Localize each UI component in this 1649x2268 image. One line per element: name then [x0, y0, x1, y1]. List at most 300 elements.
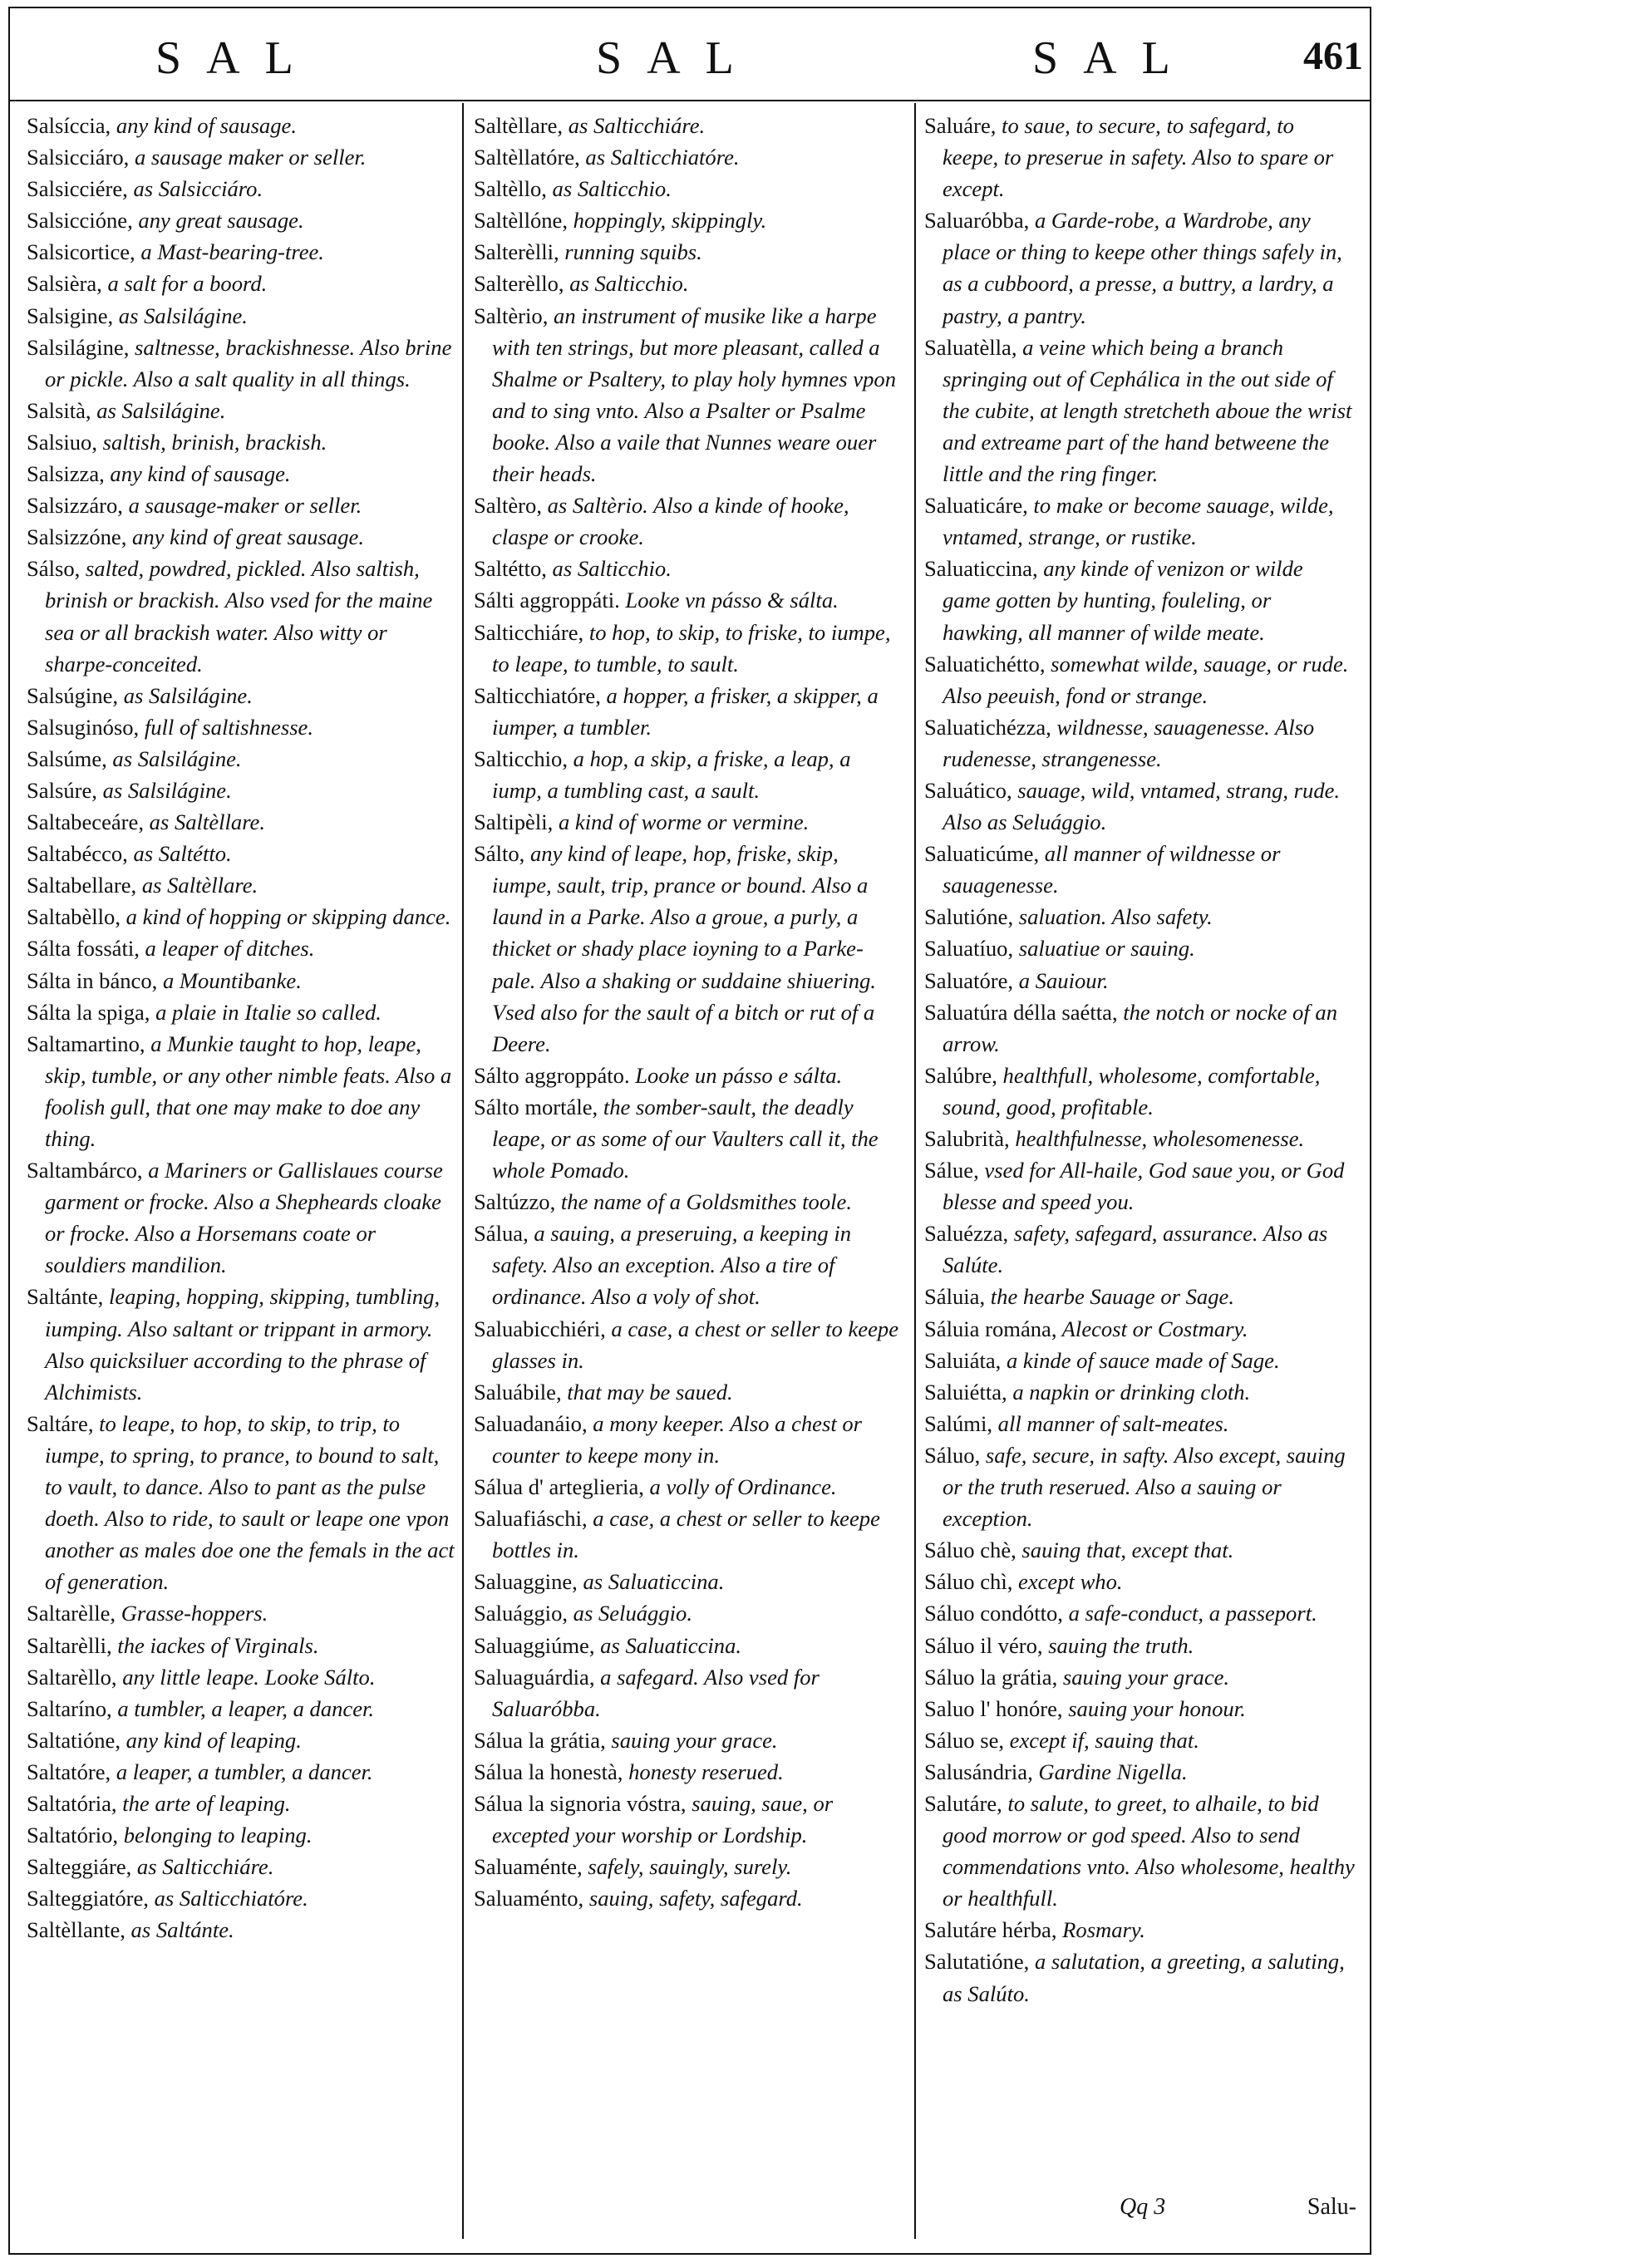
dictionary-entry [474, 268, 899, 299]
entry-headword: Saltèllare, [474, 113, 564, 138]
entry-definition: the arte of leaping. [116, 1790, 291, 1816]
entry-definition: any kinde of venizon or wilde game gotten by hunting, fouleling, or hawking, all manner of wilde meate. [943, 556, 1303, 645]
entry-definition: as Salsicciáro. [127, 176, 263, 202]
entry-headword: Saluaggiúme, [474, 1632, 595, 1658]
entry-headword: Sáluia romána, [924, 1316, 1057, 1341]
entry-definition: Looke un pásso e sálta. [629, 1062, 843, 1088]
entry-definition: as Saltétto. [127, 841, 232, 867]
dictionary-entry [924, 1630, 1355, 1661]
dictionary-entry [924, 1345, 1355, 1376]
dictionary-entry [474, 1376, 899, 1408]
dictionary-entry [27, 1756, 455, 1788]
entry-definition: saltish, brinish, brackish. [96, 429, 327, 455]
entry-definition: vsed for All-haile, God saue you, or God blesse and speed you. [943, 1158, 1345, 1215]
entry-definition: leaping, hopping, skipping, tumbling, iumping. Also saltant or trippant in armory. Also quicksiluer according to the phrase of Alchimists. [45, 1284, 441, 1405]
entry-definition: as Saltèllare. [136, 873, 258, 898]
entry-definition: except who. [1012, 1569, 1123, 1595]
signature-mark: Qq 3 [1120, 2194, 1166, 2220]
entry-definition: any kind of sausage. [111, 113, 297, 138]
entry-headword: Saltabellare, [27, 873, 137, 898]
entry-definition: to hop, to skip, to friske, to iumpe, to leape, to tumble, to sault. [492, 619, 891, 676]
dictionary-entry [924, 1724, 1355, 1756]
entry-headword: Salticchiatóre, [474, 682, 601, 708]
entry-definition: as Salticchiatóre. [579, 145, 740, 170]
entry-headword: Saltabèllo, [27, 904, 121, 930]
dictionary-entry [27, 490, 455, 521]
entry-definition: a leaper, a tumbler, a dancer. [111, 1759, 373, 1784]
dictionary-entry [474, 680, 899, 743]
entry-definition: Grasse-hoppers. [116, 1601, 268, 1626]
entry-headword: Sáluo la grátia, [924, 1664, 1058, 1690]
dictionary-entry [924, 1123, 1355, 1154]
dictionary-entry [924, 204, 1355, 331]
header-left: SAL [155, 32, 318, 84]
entry-headword: Salsiuo, [27, 429, 97, 455]
dictionary-entry [474, 838, 899, 1060]
dictionary-entry [474, 1408, 899, 1471]
entry-definition: a case, a chest or seller to keepe bottles in. [492, 1506, 880, 1563]
entry-definition: belonging to leaping. [118, 1823, 313, 1848]
entry-definition: sauage, wild, vntamed, strang, rude. Also as Seluággio. [943, 777, 1341, 835]
entry-headword: Saluabicchiéri, [474, 1316, 606, 1341]
dictionary-entry [27, 110, 455, 141]
header-center: SAL [596, 32, 759, 84]
entry-headword: Saluatíuo, [924, 936, 1014, 962]
page-footer [924, 2194, 1356, 2227]
dictionary-entry [474, 1186, 899, 1218]
dictionary-entry [27, 869, 455, 901]
dictionary-entry [27, 743, 455, 775]
dictionary-entry [27, 1028, 455, 1154]
entry-definition: any little leape. Looke Sálto. [116, 1664, 376, 1690]
entry-headword: Salsúre, [27, 777, 97, 803]
dictionary-entry [474, 553, 899, 584]
entry-definition: the hearbe Sauage or Sage. [985, 1284, 1234, 1310]
entry-definition: a kind of hopping or skipping dance. [121, 904, 451, 930]
entry-definition: a Sauiour. [1013, 967, 1109, 993]
entry-headword: Salutáre, [924, 1790, 1002, 1816]
dictionary-entry [27, 1281, 455, 1407]
entry-definition: as Salsilágine. [96, 777, 232, 803]
entry-definition: somewhat wilde, sauage, or rude. Also peeuish, fond or strange. [943, 651, 1349, 708]
dictionary-entry [474, 300, 899, 490]
entry-definition: a case, a chest or seller to keepe glasses in. [492, 1316, 899, 1373]
entry-definition: any kind of great sausage. [126, 524, 364, 550]
dictionary-entry [474, 1882, 899, 1914]
entry-definition: a hopper, a frisker, a skipper, a iumper, a tumbler. [492, 682, 879, 740]
entry-definition: a kinde of sauce made of Sage. [1001, 1347, 1280, 1373]
entry-headword: Saltèro, [474, 493, 542, 519]
dictionary-entry [474, 806, 899, 838]
entry-headword: Sáluo chì, [924, 1569, 1013, 1595]
entry-headword: Saltaríno, [27, 1695, 112, 1721]
entry-definition: any kind of sausage. [104, 461, 291, 487]
entry-headword: Sálta fossáti, [27, 936, 140, 962]
entry-headword: Sálua la honestà, [474, 1759, 623, 1784]
dictionary-entry [27, 1851, 455, 1882]
entry-headword: Salutáre hérba, [924, 1917, 1057, 1943]
entry-headword: Saluatichétto, [924, 651, 1046, 676]
entry-definition: Looke vn pásso & sálta. [619, 588, 839, 613]
entry-headword: Saluiétta, [924, 1379, 1007, 1405]
entry-headword: Salsiccióne, [27, 208, 133, 234]
entry-definition: a sausage maker or seller. [129, 145, 367, 170]
entry-headword: Saluággio, [474, 1601, 569, 1626]
entry-headword: Saltétto, [474, 556, 547, 582]
dictionary-entry [27, 173, 455, 204]
entry-definition: sauing that, except that. [1016, 1537, 1234, 1563]
entry-headword: Saltatório, [27, 1823, 119, 1848]
dictionary-entry [474, 1788, 899, 1851]
entry-definition: a salt for a boord. [101, 271, 268, 297]
entry-definition: a Mountibanke. [157, 967, 302, 993]
entry-definition: as Salticchiáre. [563, 113, 706, 138]
entry-definition: any kind of leape, hop, friske, skip, iumpe, sault, trip, prance or bound. Also a laund in a Parke. Also a groue, a purly, a thicket or shady place ioyning to a Parke-pale. Also a shaking or suddaine shiuering. Vsed also for the sault of a bitch or rut of a Deere. [492, 841, 876, 1056]
entry-headword: Sálua d' arteglieria, [474, 1474, 644, 1500]
entry-headword: Saluaróbba, [924, 208, 1030, 234]
dictionary-entry [474, 110, 899, 141]
entry-headword: Saluo l' honóre, [924, 1695, 1063, 1721]
entry-definition: an instrument of musike like a harpe with ten strings, but more pleasant, called a Shalme or Psaltery, to play holy hymnes vpon and to sing vnto. Also a Psalter or Psalme booke. Also a vaile that Nunnes weare ouer their heads. [492, 303, 896, 487]
entry-headword: Saluábile, [474, 1379, 562, 1405]
dictionary-entry [27, 426, 455, 458]
dictionary-entry [924, 1281, 1355, 1312]
dictionary-entry [474, 1218, 899, 1312]
entry-headword: Salsilágine, [27, 334, 130, 360]
entry-headword: Saltatória, [27, 1790, 117, 1816]
entry-headword: Saluaggine, [474, 1569, 578, 1595]
entry-definition: as Saltèrio. Also a kinde of hooke, claspe or crooke. [492, 493, 849, 550]
entry-definition: a sauing, a preseruing, a keeping in safety. Also an exception. Also a tire of ordinance. Also a voly of shot. [492, 1221, 852, 1310]
entry-headword: Sálto aggroppáto. [474, 1062, 630, 1088]
dictionary-entry [27, 932, 455, 964]
dictionary-entry [924, 553, 1355, 647]
entry-headword: Saluafiáschi, [474, 1506, 588, 1532]
dictionary-entry [474, 1091, 899, 1186]
entry-headword: Saltatióne, [27, 1727, 121, 1753]
entry-headword: Saluiáta, [924, 1347, 1002, 1373]
column-divider [462, 103, 464, 2239]
entry-definition: a napkin or drinking cloth. [1007, 1379, 1251, 1405]
dictionary-entry [474, 1756, 899, 1788]
dictionary-entry [27, 1914, 455, 1946]
entry-definition: a hop, a skip, a friske, a leap, a iump, a tumbling cast, a sault. [492, 745, 851, 803]
running-header [10, 17, 1370, 100]
dictionary-entry [474, 1313, 899, 1376]
entry-headword: Salsicciáro, [27, 145, 130, 170]
entry-definition: to salute, to greet, to alhaile, to bid good morrow or god speed. Also to send commendations vnto. Also wholesome, healthy or healthfull. [943, 1790, 1355, 1911]
dictionary-entry [474, 1661, 899, 1724]
dictionary-entry [27, 395, 455, 426]
dictionary-entry [27, 901, 455, 932]
dictionary-entry [924, 775, 1355, 838]
entry-headword: Salusándria, [924, 1759, 1033, 1784]
dictionary-entry [27, 236, 455, 268]
dictionary-entry [27, 711, 455, 743]
dictionary-entry [924, 1914, 1355, 1946]
dictionary-entry [474, 1597, 899, 1629]
entry-headword: Salsizzóne, [27, 524, 127, 550]
dictionary-entry [924, 1597, 1355, 1629]
dictionary-entry [27, 1408, 455, 1598]
entry-definition: salted, powdred, pickled. Also saltish, brinish or brackish. Also vsed for the maine sea or all brackish water. Also witty or sharpe-conceited. [45, 556, 433, 676]
entry-definition: Gardine Nigella. [1032, 1759, 1188, 1784]
dictionary-entry [474, 584, 899, 616]
entry-headword: Salsicortice, [27, 239, 135, 265]
entry-definition: healthfulnesse, wholesomenesse. [1009, 1126, 1305, 1151]
dictionary-entry [924, 1534, 1355, 1566]
entry-definition: the name of a Goldsmithes toole. [555, 1189, 852, 1215]
entry-headword: Salsizza, [27, 461, 105, 487]
entry-headword: Salticchio, [474, 745, 568, 771]
entry-definition: as Seluággio. [568, 1601, 692, 1626]
entry-headword: Salticchiáre, [474, 619, 584, 645]
entry-definition: as Salticchio. [546, 556, 672, 582]
entry-headword: Salsuginóso, [27, 714, 140, 740]
entry-definition: a volly of Ordinance. [643, 1474, 837, 1500]
entry-headword: Sálta la spiga, [27, 999, 150, 1025]
dictionary-entry [27, 1819, 455, 1851]
entry-headword: Saluatichézza, [924, 714, 1051, 740]
entry-definition: as Salsilágine. [91, 397, 226, 423]
entry-headword: Saluaticúme, [924, 841, 1040, 867]
entry-headword: Sáluo condótto, [924, 1601, 1063, 1626]
dictionary-entry [27, 458, 455, 490]
entry-headword: Sálta in bánco, [27, 967, 158, 993]
entry-headword: Salsigine, [27, 303, 114, 328]
entry-definition: a safe-conduct, a passeport. [1062, 1601, 1317, 1626]
entry-headword: Salsièra, [27, 271, 102, 297]
entry-headword: Salsíccia, [27, 113, 111, 138]
dictionary-entry [924, 711, 1355, 775]
entry-definition: a Mast-bearing-tree. [135, 239, 324, 265]
dictionary-entry [27, 332, 455, 395]
entry-headword: Salubrità, [924, 1126, 1010, 1151]
entry-headword: Saluaménto, [474, 1886, 584, 1911]
dictionary-entry [27, 1661, 455, 1693]
dictionary-entry [924, 838, 1355, 901]
entry-headword: Sáluo se, [924, 1727, 1005, 1753]
entry-headword: Salutióne, [924, 904, 1014, 930]
entry-definition: the notch or nocke of an arrow. [943, 999, 1337, 1056]
entry-headword: Saltèllo, [474, 176, 547, 202]
entry-headword: Salteggiatóre, [27, 1886, 149, 1911]
entry-definition: sauing your honour. [1062, 1695, 1246, 1721]
dictionary-entry [474, 236, 899, 268]
entry-definition: healthfull, wholesome, comfortable, sound, good, profitable. [943, 1062, 1321, 1119]
entry-definition: that may be saued. [561, 1379, 733, 1405]
entry-headword: Salterèlli, [474, 239, 559, 265]
entry-headword: Sálto, [474, 841, 525, 867]
dictionary-entry [474, 617, 899, 680]
entry-headword: Salsicciére, [27, 176, 128, 202]
entry-headword: Saltèllatóre, [474, 145, 580, 170]
entry-definition: as Salticchiáre. [131, 1854, 274, 1880]
dictionary-entry [924, 996, 1355, 1060]
dictionary-entry [924, 1408, 1355, 1439]
entry-headword: Saltamartino, [27, 1031, 145, 1056]
entry-headword: Saltabécco, [27, 841, 128, 867]
dictionary-entry [27, 300, 455, 332]
dictionary-entry [924, 965, 1355, 996]
entry-definition: as Salsilágine. [106, 745, 242, 771]
entry-definition: as Saltánte. [125, 1917, 234, 1943]
column-divider [914, 103, 916, 2239]
entry-headword: Salsizzáro, [27, 493, 123, 519]
entry-headword: Saluadanáio, [474, 1410, 588, 1436]
entry-definition: as Salsilágine. [118, 682, 253, 708]
entry-headword: Sálua, [474, 1221, 529, 1247]
entry-headword: Salúbre, [924, 1062, 997, 1088]
entry-headword: Salsúme, [27, 745, 107, 771]
entry-headword: Saluatúra délla saétta, [924, 999, 1118, 1025]
entry-definition: a tumbler, a leaper, a dancer. [111, 1695, 375, 1721]
entry-definition: a veine which being a branch springing out of Cephálica in the out side of the cubite, at length stretcheth aboue the wrist and extreame part of the hand betweene the little and the ring finger. [943, 334, 1352, 487]
entry-definition: as Saluaticcina. [577, 1569, 725, 1595]
dictionary-entry [924, 648, 1355, 711]
header-right: SAL [1032, 32, 1195, 84]
dictionary-entry [474, 1060, 899, 1091]
entry-definition: a salutation, a greeting, a saluting, as Salúto. [943, 1949, 1345, 2006]
entry-headword: Sáluo il véro, [924, 1632, 1043, 1658]
dictionary-entry [27, 775, 455, 806]
dictionary-entry [27, 1154, 455, 1281]
entry-headword: Saltarèlle, [27, 1601, 116, 1626]
dictionary-entry [27, 1693, 455, 1724]
dictionary-entry [27, 141, 455, 173]
column-1 [27, 110, 455, 1946]
column-2 [474, 110, 899, 1914]
entry-definition: any kind of leaping. [121, 1727, 302, 1753]
dictionary-entry [924, 1693, 1355, 1724]
entry-headword: Sáluia, [924, 1284, 986, 1310]
entry-definition: all manner of salt-meates. [992, 1410, 1229, 1436]
entry-headword: Sálto mortále, [474, 1094, 598, 1119]
entry-headword: Saluaménte, [474, 1854, 583, 1880]
entry-definition: saluation. Also safety. [1013, 904, 1213, 930]
entry-headword: Saltipèli, [474, 809, 554, 835]
entry-headword: Sáluo, [924, 1442, 981, 1468]
dictionary-entry [924, 1566, 1355, 1597]
entry-headword: Saltúzzo, [474, 1189, 556, 1215]
entry-headword: Sáluo chè, [924, 1537, 1016, 1563]
entry-definition: except if, sauing that. [1004, 1727, 1199, 1753]
entry-headword: Salúmi, [924, 1410, 993, 1436]
entry-definition: safely, sauingly, surely. [582, 1854, 792, 1880]
entry-definition: full of saltishnesse. [139, 714, 314, 740]
dictionary-entry [924, 1439, 1355, 1534]
entry-headword: Saltatóre, [27, 1759, 111, 1784]
entry-definition: as Saluaticcina. [594, 1632, 742, 1658]
entry-headword: Saltarèllo, [27, 1664, 117, 1690]
column-3 [924, 110, 1355, 2010]
entry-headword: Sálso, [27, 556, 81, 582]
entry-definition: as Salticchiatóre. [148, 1886, 308, 1911]
entry-definition: any great sausage. [132, 208, 304, 234]
entry-definition: a sausage-maker or seller. [122, 493, 362, 519]
entry-headword: Saluaticcina, [924, 556, 1038, 582]
dictionary-entry [27, 838, 455, 869]
dictionary-entry [924, 901, 1355, 932]
entry-definition: running squibs. [559, 239, 702, 265]
entry-headword: Saltèllante, [27, 1917, 126, 1943]
dictionary-entry [924, 1756, 1355, 1788]
entry-headword: Salteggiáre, [27, 1854, 132, 1880]
dictionary-entry [474, 1630, 899, 1661]
entry-definition: hoppingly, skippingly. [568, 208, 767, 234]
entry-headword: Saltánte, [27, 1284, 104, 1310]
entry-headword: Sálua la signoria vóstra, [474, 1790, 687, 1816]
entry-definition: as Salticchio. [564, 271, 689, 297]
entry-headword: Saltèrio, [474, 303, 549, 328]
dictionary-entry [27, 1724, 455, 1756]
dictionary-entry [924, 110, 1355, 204]
entry-definition: the iackes of Virginals. [111, 1632, 319, 1658]
dictionary-entry [474, 1503, 899, 1566]
entry-definition: a safegard. Also vsed for Saluaróbba. [492, 1664, 820, 1721]
entry-headword: Saluatèlla, [924, 334, 1017, 360]
catchword: Salu- [1307, 2194, 1356, 2220]
dictionary-entry [924, 1313, 1355, 1345]
entry-headword: Saltèllóne, [474, 208, 568, 234]
entry-definition: sauing the truth. [1042, 1632, 1194, 1658]
dictionary-entry [27, 806, 455, 838]
entry-definition: Alecost or Costmary. [1056, 1316, 1248, 1341]
entry-definition: as Saltèllare. [144, 809, 266, 835]
dictionary-entry [924, 932, 1355, 964]
dictionary-entry [474, 1851, 899, 1882]
dictionary-entry [474, 141, 899, 173]
dictionary-entry [924, 332, 1355, 490]
entry-definition: Rosmary. [1056, 1917, 1145, 1943]
dictionary-entry [924, 1060, 1355, 1123]
entry-definition: to make or become sauage, wilde, vntamed, strange, or rustike. [943, 493, 1334, 550]
dictionary-entry [27, 521, 455, 553]
dictionary-entry [924, 1788, 1355, 1914]
entry-headword: Sálua la grátia, [474, 1727, 606, 1753]
dictionary-entry [27, 1882, 455, 1914]
entry-headword: Salsúgine, [27, 682, 119, 708]
entry-definition: a leaper of ditches. [139, 936, 315, 962]
dictionary-entry [27, 1630, 455, 1661]
header-rule [10, 100, 1370, 101]
dictionary-entry [27, 268, 455, 299]
dictionary-entry [27, 680, 455, 711]
entry-headword: Saltarèlli, [27, 1632, 112, 1658]
entry-definition: safe, secure, in safty. Also except, sauing or the truth reserued. Also a sauing or exception. [943, 1442, 1346, 1532]
entry-headword: Saluatóre, [924, 967, 1014, 993]
dictionary-entry [27, 1597, 455, 1629]
dictionary-entry [27, 996, 455, 1028]
dictionary-entry [924, 1218, 1355, 1281]
entry-definition: all manner of wildnesse or sauagenesse. [943, 841, 1281, 898]
entry-headword: Salsità, [27, 397, 91, 423]
entry-definition: as Salticchio. [546, 176, 672, 202]
entry-definition: saluatiue or sauing. [1013, 936, 1195, 962]
entry-headword: Sálti aggroppáti. [474, 588, 620, 613]
dictionary-entry [924, 1154, 1355, 1218]
entry-headword: Saluaguárdia, [474, 1664, 595, 1690]
entry-definition: honesty reserued. [623, 1759, 784, 1784]
entry-headword: Saltáre, [27, 1410, 94, 1436]
entry-definition: a Munkie taught to hop, leape, skip, tumble, or any other nimble feats. Also a foolish gull, that one may make to doe any thing. [45, 1031, 452, 1151]
entry-definition: saltnesse, brackishnesse. Also brine or pickle. Also a salt quality in all things. [45, 334, 452, 391]
dictionary-entry [474, 173, 899, 204]
entry-definition: a plaie in Italie so called. [150, 999, 381, 1025]
dictionary-entry [474, 490, 899, 553]
entry-headword: Salutatióne, [924, 1949, 1030, 1975]
entry-definition: a kind of worme or vermine. [553, 809, 810, 835]
